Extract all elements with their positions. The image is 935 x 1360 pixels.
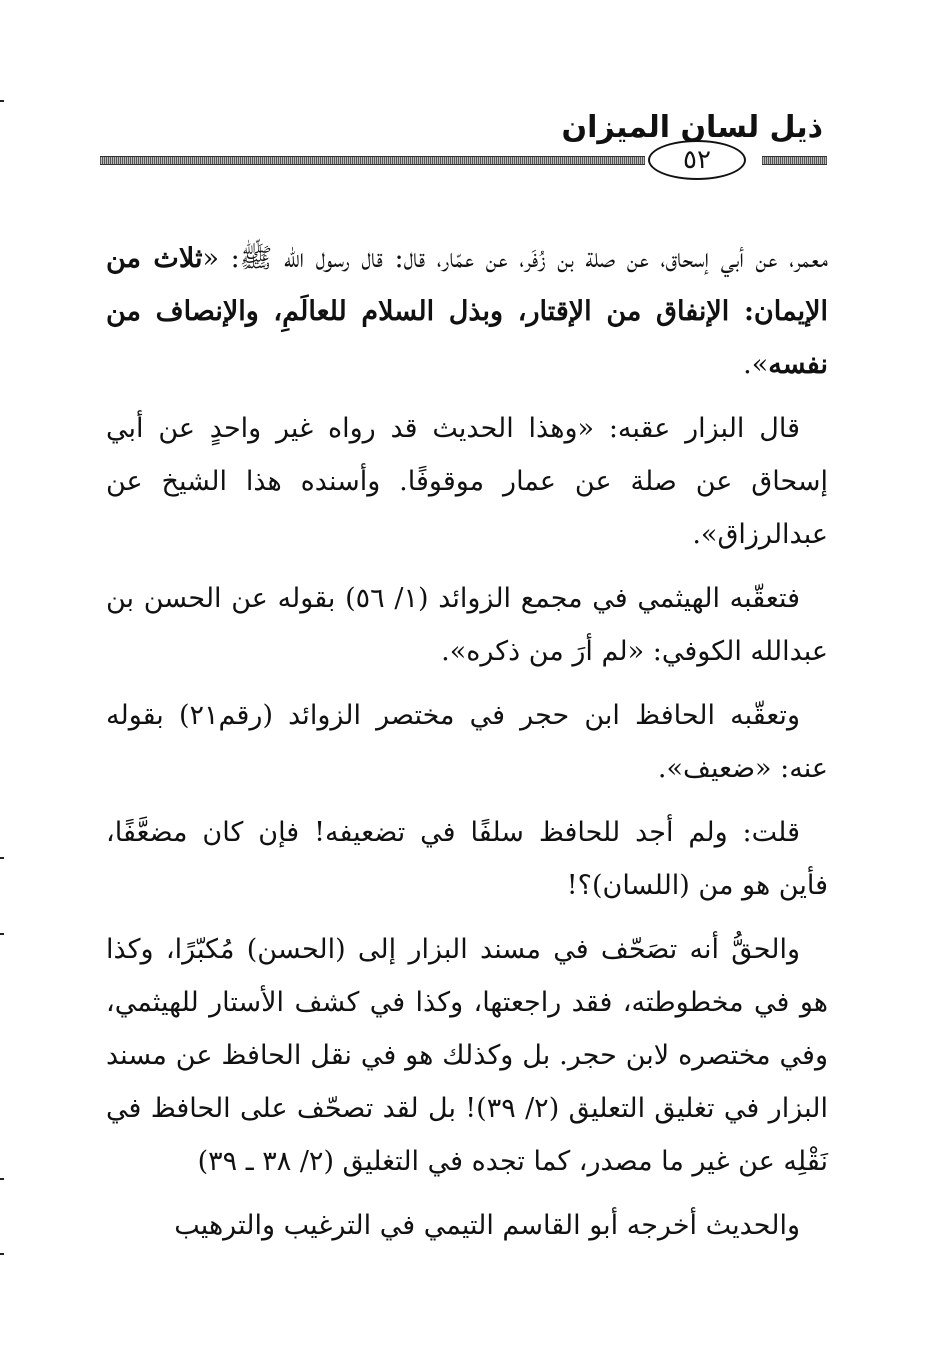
header-rule-left bbox=[762, 156, 827, 165]
running-title: ذيل لسان الميزان bbox=[561, 110, 823, 145]
scan-edge-mark bbox=[0, 1178, 4, 1180]
paragraph-text: معمر، عن أبي إسحاق، عن صلة بن زُفَر، عن عمّار، قال: قال رسول الله ﷺ: « bbox=[202, 243, 828, 274]
paragraph: والحديث أخرجه أبو القاسم التيمي في الترغيب والترهيب bbox=[174, 1210, 800, 1241]
paragraph: قال البزار عقبه: «وهذا الحديث قد رواه غير واحدٍ عن أبي إسحاق عن صلة عن عمار موقوفًا. وأسنده هذا الشيخ عن عبدالرزاق». bbox=[106, 413, 828, 550]
paragraph: وتعقّبه الحافظ ابن حجر في مختصر الزوائد (رقم٢١) بقوله عنه: «ضعيف». bbox=[106, 700, 828, 784]
paragraph: والحقُّ أنه تصَحّف في مسند البزار إلى (الحسن) مُكبّرًا، وكذا هو في مخطوطته، فقد راجعتها، وكذا في كشف الأستار للهيثمي، وفي مختصره لابن حجر. بل وكذلك هو في نقل الحافظ عن مسند البزار في تغليق التعليق (٢/ ٣٩)! بل لقد تصحّف على الحافظ في نَقْلِه عن غير ما مصدر، كما تجده في التغليق (٢/ ٣٨ ـ ٣٩) bbox=[106, 934, 828, 1177]
page-header bbox=[0, 0, 935, 190]
page-number: ٥٢ bbox=[648, 140, 746, 180]
scan-edge-mark bbox=[0, 857, 4, 859]
paragraph: فتعقّبه الهيثمي في مجمع الزوائد (١/ ٥٦) بقوله عن الحسن بن عبدالله الكوفي: «لم أرَ من ذكره». bbox=[106, 583, 828, 667]
paragraph-hadith bbox=[106, 232, 828, 391]
header-rule-right bbox=[100, 156, 645, 165]
hadith-text: ثلاث من الإيمان: الإنفاق من الإقتار، وبذل السلام للعالَمِ، والإنصاف من نفسه bbox=[106, 243, 828, 380]
paragraph-text: ». bbox=[743, 349, 769, 380]
paragraph: قلت: ولم أجد للحافظ سلفًا في تضعيفه! فإن كان مضعَّفًا، فأين هو من (اللسان)؟! bbox=[106, 817, 828, 901]
scan-edge-mark bbox=[0, 933, 4, 935]
body-text bbox=[106, 232, 828, 1263]
scan-edge-mark bbox=[0, 1253, 4, 1255]
